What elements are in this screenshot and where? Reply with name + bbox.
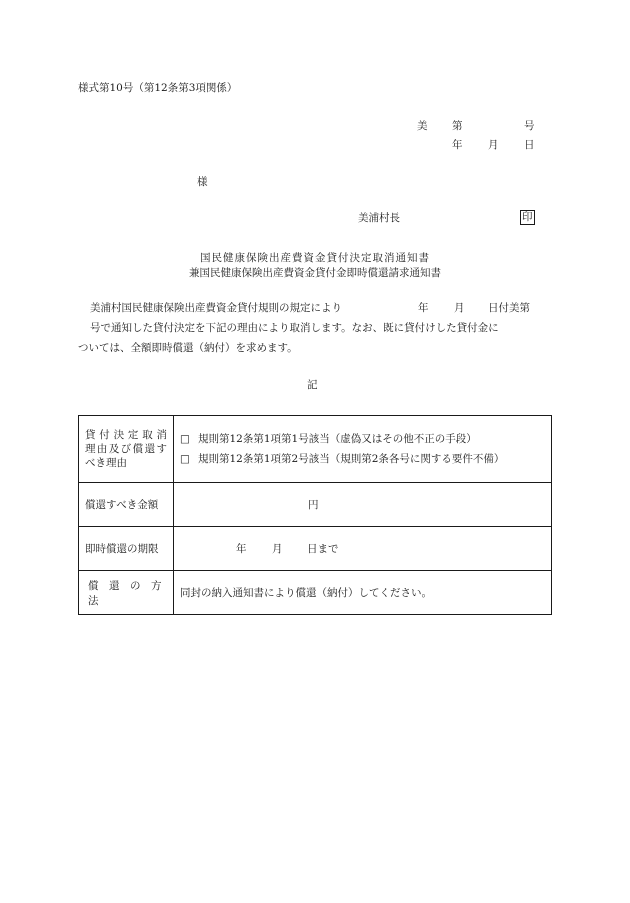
- table-row-method: [79, 571, 552, 615]
- reason-label-line1: 貸付決定取消: [85, 429, 167, 441]
- checkbox-reason-2[interactable]: □: [180, 453, 190, 465]
- deadline-label: 即時償還の期限: [85, 543, 159, 555]
- form-id: 様式第10号（第12条第3項関係）: [78, 82, 238, 94]
- seal-mark: [520, 210, 535, 225]
- ki-label: 記: [307, 379, 318, 391]
- details-table: [78, 415, 552, 615]
- deadline-label-cell: [79, 527, 174, 571]
- body-line1-year: 年: [418, 302, 429, 314]
- doc-number-prefix: 美: [417, 120, 428, 132]
- date-month: 月: [488, 139, 499, 151]
- document-title-line2: 兼国民健康保険出産費資金貸付金即時償還請求通知書: [189, 267, 441, 279]
- seal-label: 印: [522, 211, 533, 223]
- deadline-until: 日まで: [307, 543, 339, 555]
- amount-value-cell: [174, 483, 552, 527]
- reason-value-cell: [174, 416, 552, 483]
- reason-label-cell: [79, 416, 174, 483]
- deadline-month: 月: [272, 543, 283, 555]
- body-line1-b: 日付美第: [488, 302, 530, 314]
- date-year: 年: [452, 139, 463, 151]
- doc-number-go: 号: [524, 120, 535, 132]
- reason-option-1-text: 規則第12条第1項第1号該当（虚偽又はその他不正の手段）: [198, 433, 477, 445]
- body-line1-month: 月: [454, 302, 465, 314]
- amount-label: 償還すべき金額: [85, 499, 159, 511]
- reason-option-2[interactable]: [180, 449, 545, 469]
- table-row-reason: [79, 416, 552, 483]
- method-label-cell: [79, 571, 174, 615]
- sender-title: 美浦村長: [358, 212, 400, 224]
- table-row-amount: [79, 483, 552, 527]
- method-text: 同封の納入通知書により償還（納付）してください。: [180, 587, 432, 599]
- reason-label-line2: 理由及び償還す: [85, 443, 167, 455]
- reason-label-line3: べき理由: [85, 457, 127, 469]
- deadline-value-cell: [174, 527, 552, 571]
- document-title-line1: 国民健康保険出産費資金貸付決定取消通知書: [200, 252, 430, 264]
- recipient-honorific: 様: [197, 176, 208, 188]
- body-line3: ついては、全額即時償還（納付）を求めます。: [78, 342, 298, 354]
- body-line1-a: 美浦村国民健康保険出産費資金貸付規則の規定により: [90, 302, 342, 314]
- doc-number-dai: 第: [452, 120, 463, 132]
- date-day: 日: [524, 139, 535, 151]
- method-label: 償 還 の 方 法: [88, 579, 172, 607]
- amount-unit: 円: [308, 499, 319, 511]
- method-value-cell: [174, 571, 552, 615]
- checkbox-reason-1[interactable]: □: [180, 433, 190, 445]
- deadline-year: 年: [236, 543, 247, 555]
- body-line2: 号で通知した貸付決定を下記の理由により取消します。なお、既に貸付けした貸付金に: [90, 322, 499, 334]
- amount-label-cell: [79, 483, 174, 527]
- reason-option-1[interactable]: [180, 429, 545, 449]
- reason-option-2-text: 規則第12条第1項第2号該当（規則第2条各号に関する要件不備）: [198, 453, 505, 465]
- table-row-deadline: [79, 527, 552, 571]
